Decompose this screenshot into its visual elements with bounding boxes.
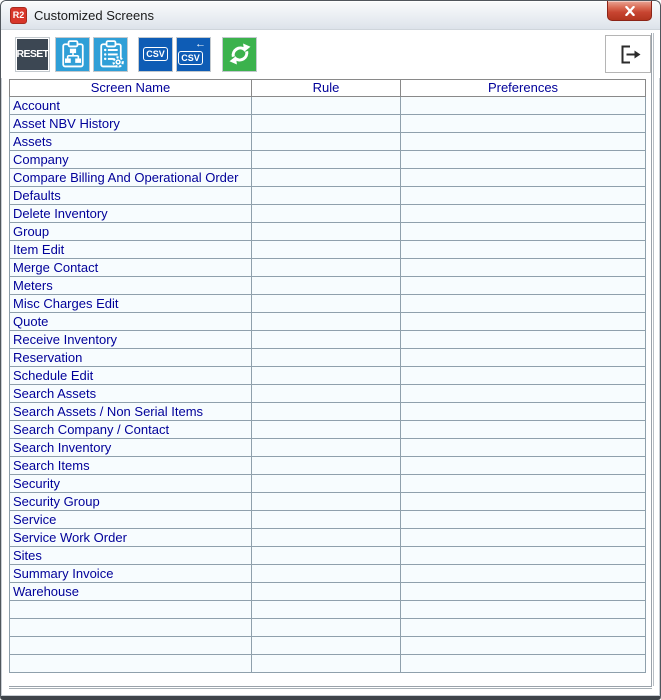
- cell-preferences: [401, 637, 646, 655]
- cell-preferences: [401, 205, 646, 223]
- table-row[interactable]: [10, 367, 646, 385]
- screens-grid: [9, 79, 646, 687]
- cell-rule: [252, 97, 401, 115]
- titlebar[interactable]: [1, 1, 660, 30]
- column-header-preferences[interactable]: Preferences: [401, 80, 646, 97]
- cell-screen-name: Service Work Order: [10, 529, 252, 547]
- cell-screen-name: Merge Contact: [10, 259, 252, 277]
- refresh-button[interactable]: [222, 37, 257, 72]
- table-row[interactable]: [10, 133, 646, 151]
- table-row[interactable]: [10, 421, 646, 439]
- cell-screen-name: Search Items: [10, 457, 252, 475]
- cell-preferences: [401, 547, 646, 565]
- window-title: Customized Screens: [34, 7, 154, 23]
- toolbar: [1, 30, 660, 78]
- column-header-screen-name[interactable]: Screen Name: [10, 80, 252, 97]
- header-row: [10, 80, 646, 97]
- table-row[interactable]: [10, 493, 646, 511]
- cell-preferences: [401, 457, 646, 475]
- table-row-empty[interactable]: [10, 619, 646, 637]
- cell-rule: [252, 133, 401, 151]
- cell-preferences: [401, 115, 646, 133]
- cell-screen-name: Item Edit: [10, 241, 252, 259]
- table-row[interactable]: [10, 169, 646, 187]
- cell-rule: [252, 619, 401, 637]
- cell-rule: [252, 241, 401, 259]
- cell-screen-name: Meters: [10, 277, 252, 295]
- table-row[interactable]: [10, 277, 646, 295]
- cell-rule: [252, 205, 401, 223]
- table-row[interactable]: [10, 547, 646, 565]
- cell-rule: [252, 115, 401, 133]
- cell-rule: [252, 493, 401, 511]
- cell-rule: [252, 151, 401, 169]
- cell-rule: [252, 259, 401, 277]
- close-button[interactable]: [607, 1, 652, 21]
- cell-preferences: [401, 223, 646, 241]
- table-row[interactable]: [10, 565, 646, 583]
- cell-screen-name: Company: [10, 151, 252, 169]
- cell-screen-name: Security Group: [10, 493, 252, 511]
- cell-screen-name: Account: [10, 97, 252, 115]
- table-row[interactable]: [10, 439, 646, 457]
- cell-rule: [252, 313, 401, 331]
- cell-preferences: [401, 583, 646, 601]
- csv-import-button[interactable]: [176, 37, 211, 72]
- cell-screen-name: Defaults: [10, 187, 252, 205]
- table-row[interactable]: [10, 511, 646, 529]
- table-row[interactable]: [10, 403, 646, 421]
- cell-preferences: [401, 187, 646, 205]
- cell-rule: [252, 565, 401, 583]
- column-header-rule[interactable]: Rule: [252, 80, 401, 97]
- cell-screen-name: Summary Invoice: [10, 565, 252, 583]
- exit-button[interactable]: [605, 35, 651, 73]
- cell-rule: [252, 655, 401, 673]
- rule-clipboard-icon: [57, 38, 89, 70]
- cell-preferences: [401, 133, 646, 151]
- cell-screen-name: Quote: [10, 313, 252, 331]
- table-row-empty[interactable]: [10, 655, 646, 673]
- cell-preferences: [401, 277, 646, 295]
- cell-preferences: [401, 403, 646, 421]
- table-row[interactable]: [10, 115, 646, 133]
- csv-import-icon: CSV: [178, 51, 203, 65]
- cell-screen-name: Security: [10, 475, 252, 493]
- table-row[interactable]: [10, 583, 646, 601]
- cell-screen-name: Delete Inventory: [10, 205, 252, 223]
- cell-rule: [252, 637, 401, 655]
- cell-rule: [252, 583, 401, 601]
- cell-preferences: [401, 511, 646, 529]
- cell-preferences: [401, 565, 646, 583]
- bottom-inner-frame: [9, 686, 652, 689]
- rule-button[interactable]: [55, 37, 90, 72]
- preferences-clipboard-gear-icon: [95, 38, 127, 70]
- screens-table: [9, 79, 646, 673]
- cell-preferences: [401, 385, 646, 403]
- cell-screen-name: Search Company / Contact: [10, 421, 252, 439]
- cell-rule: [252, 169, 401, 187]
- cell-preferences: [401, 97, 646, 115]
- cell-screen-name: [10, 601, 252, 619]
- table-row[interactable]: [10, 151, 646, 169]
- exit-icon: [613, 39, 643, 69]
- cell-screen-name: [10, 619, 252, 637]
- table-row[interactable]: [10, 349, 646, 367]
- table-row[interactable]: [10, 385, 646, 403]
- cell-rule: [252, 223, 401, 241]
- preferences-button[interactable]: [93, 37, 128, 72]
- cell-rule: [252, 547, 401, 565]
- cell-preferences: [401, 529, 646, 547]
- refresh-icon: [224, 38, 256, 70]
- table-row[interactable]: [10, 457, 646, 475]
- cell-rule: [252, 457, 401, 475]
- cell-rule: [252, 367, 401, 385]
- cell-preferences: [401, 619, 646, 637]
- table-row-empty[interactable]: [10, 601, 646, 619]
- csv-export-icon: CSV: [143, 47, 168, 61]
- table-row[interactable]: [10, 295, 646, 313]
- cell-preferences: [401, 169, 646, 187]
- cell-rule: [252, 331, 401, 349]
- cell-rule: [252, 277, 401, 295]
- cell-screen-name: Assets: [10, 133, 252, 151]
- cell-screen-name: Group: [10, 223, 252, 241]
- cell-rule: [252, 421, 401, 439]
- close-icon: [624, 6, 636, 16]
- cell-screen-name: Service: [10, 511, 252, 529]
- table-row[interactable]: [10, 241, 646, 259]
- cell-rule: [252, 601, 401, 619]
- cell-rule: [252, 349, 401, 367]
- cell-screen-name: Warehouse: [10, 583, 252, 601]
- cell-rule: [252, 403, 401, 421]
- cell-rule: [252, 439, 401, 457]
- cell-preferences: [401, 331, 646, 349]
- cell-rule: [252, 511, 401, 529]
- table-row[interactable]: [10, 223, 646, 241]
- cell-screen-name: Search Assets: [10, 385, 252, 403]
- cell-screen-name: Reservation: [10, 349, 252, 367]
- table-row[interactable]: [10, 259, 646, 277]
- cell-preferences: [401, 601, 646, 619]
- cell-rule: [252, 475, 401, 493]
- cell-preferences: [401, 421, 646, 439]
- cell-screen-name: Sites: [10, 547, 252, 565]
- cell-preferences: [401, 493, 646, 511]
- reset-button[interactable]: [15, 37, 50, 72]
- cell-screen-name: Misc Charges Edit: [10, 295, 252, 313]
- app-logo-icon: R2: [10, 7, 27, 24]
- table-row[interactable]: [10, 529, 646, 547]
- cell-preferences: [401, 151, 646, 169]
- cell-screen-name: [10, 655, 252, 673]
- cell-rule: [252, 295, 401, 313]
- cell-preferences: [401, 655, 646, 673]
- cell-preferences: [401, 259, 646, 277]
- cell-rule: [252, 385, 401, 403]
- cell-screen-name: Schedule Edit: [10, 367, 252, 385]
- cell-preferences: [401, 349, 646, 367]
- cell-screen-name: Search Assets / Non Serial Items: [10, 403, 252, 421]
- reset-button-label: RESET: [16, 48, 49, 60]
- cell-rule: [252, 529, 401, 547]
- cell-screen-name: Compare Billing And Operational Order: [10, 169, 252, 187]
- cell-rule: [252, 187, 401, 205]
- table-row[interactable]: [10, 187, 646, 205]
- right-inner-frame: [651, 33, 654, 686]
- cell-screen-name: [10, 637, 252, 655]
- cell-preferences: [401, 439, 646, 457]
- csv-export-button[interactable]: [138, 37, 173, 72]
- table-row[interactable]: [10, 331, 646, 349]
- csv-import-arrow-icon: ←: [195, 37, 206, 50]
- table-row[interactable]: [10, 205, 646, 223]
- table-row[interactable]: [10, 97, 646, 115]
- cell-screen-name: Receive Inventory: [10, 331, 252, 349]
- cell-preferences: [401, 295, 646, 313]
- table-row[interactable]: [10, 475, 646, 493]
- cell-screen-name: Asset NBV History: [10, 115, 252, 133]
- cell-preferences: [401, 475, 646, 493]
- cell-preferences: [401, 241, 646, 259]
- table-row-empty[interactable]: [10, 637, 646, 655]
- cell-preferences: [401, 313, 646, 331]
- cell-preferences: [401, 367, 646, 385]
- table-row[interactable]: [10, 313, 646, 331]
- cell-screen-name: Search Inventory: [10, 439, 252, 457]
